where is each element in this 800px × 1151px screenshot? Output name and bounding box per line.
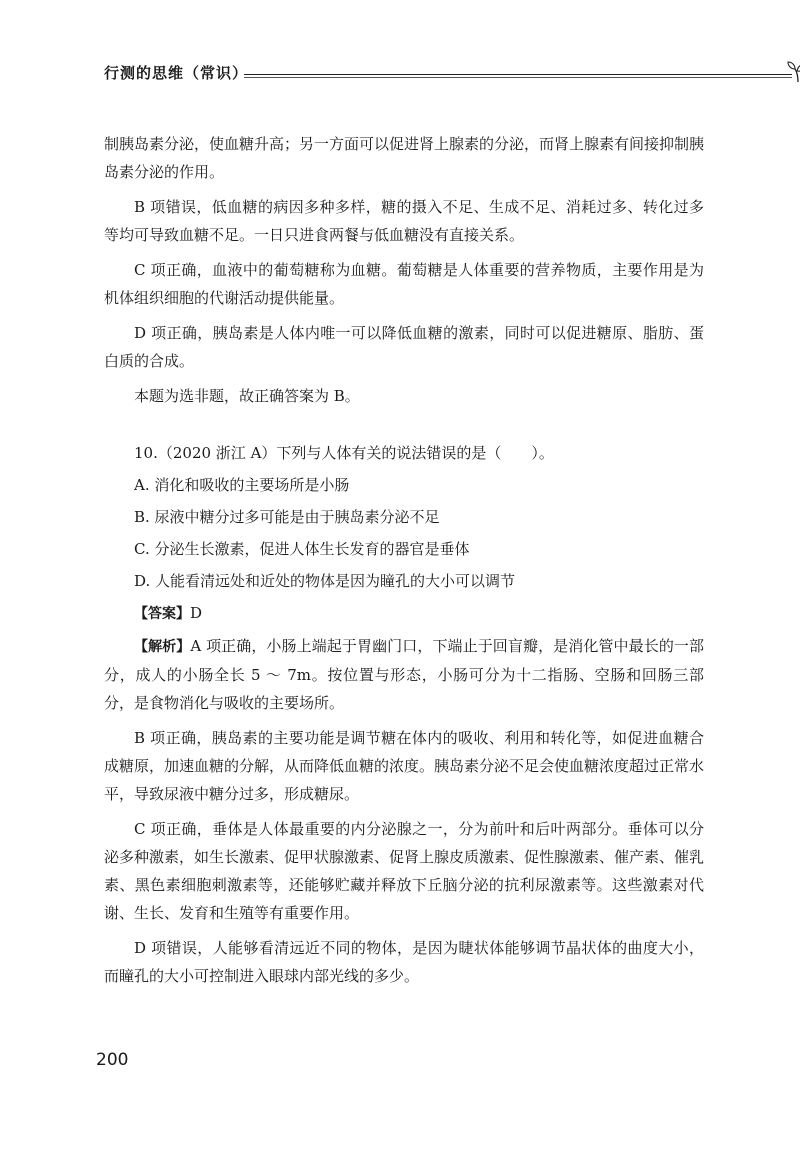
question-option: B. 尿液中糖分过多可能是由于胰岛素分泌不足 — [134, 508, 440, 526]
answer-line — [104, 599, 704, 628]
sprout-icon — [786, 60, 800, 82]
analysis-option-a — [104, 632, 704, 717]
answer-label: 【答案】 — [134, 606, 190, 622]
analysis-option-d: D 项错误，人能够看清远近不同的物体，是因为睫状体能够调节晶状体的曲度大小，而瞳孔的大小可控制进入眼球内部光线的多少。 — [104, 939, 704, 985]
answer-value: D — [190, 604, 203, 622]
page-number: 200 — [96, 1050, 129, 1070]
paragraph-option-d: D 项正确，胰岛素是人体内唯一可以降低血糖的激素，同时可以促进糖原、脂肪、蛋白质的合成。 — [104, 324, 704, 370]
analysis-option-c: C 项正确，垂体是人体最重要的内分泌腺之一，分为前叶和后叶两部分。垂体可以分泌多种激素，如生长激素、促甲状腺激素、促肾上腺皮质激素、促性腺激素、催产素、催乳素、黑色素细胞刺激素等，还能够贮藏并释放下丘脑分泌的抗利尿激素等。这些激素对代谢、生长、发育和生殖等有重要作用。 — [104, 820, 705, 922]
paragraph-option-b: B 项错误，低血糖的病因多种多样，糖的摄入不足、生成不足、消耗过多、转化过多等均可导致血糖不足。一日只进食两餐与低血糖没有直接关系。 — [104, 198, 704, 244]
paragraph-option-c: C 项正确，血液中的葡萄糖称为血糖。葡萄糖是人体重要的营养物质，主要作用是为机体组织细胞的代谢活动提供能量。 — [104, 261, 704, 307]
question-option: D. 人能看清远处和近处的物体是因为瞳孔的大小可以调节 — [134, 572, 516, 590]
analysis-a-text: A 项正确，小肠上端起于胃幽门口，下端止于回盲瓣，是消化管中最长的一部分，成人的小肠全长 5 ～ 7m。按位置与形态，小肠可分为十二指肠、空肠和回肠三部分，是食物消化与吸收的主要场所。 — [104, 637, 705, 712]
analysis-label: 【解析】 — [134, 639, 191, 655]
page-content — [104, 130, 704, 997]
analysis-option-b: B 项正确，胰岛素的主要功能是调节糖在体内的吸收、利用和转化等，如促进血糖合成糖原，加速血糖的分解，从而降低血糖的浓度。胰岛素分泌不足会使血糖浓度超过正常水平，导致尿液中糖分过多，形成糖尿。 — [104, 729, 705, 803]
paragraph-conclusion: 本题为选非题，故正确答案为 B。 — [134, 387, 360, 405]
paragraph-continuation: 制胰岛素分泌，使血糖升高；另一方面可以促进肾上腺素的分泌，而肾上腺素有间接抑制胰岛素分泌的作用。 — [104, 135, 705, 181]
question-stem: 10.（2020 浙江 A）下列与人体有关的说法错误的是（ ）。 — [134, 444, 554, 462]
running-header — [104, 60, 714, 90]
header-rule-thin — [244, 77, 792, 78]
section-gap — [104, 417, 704, 439]
header-rule — [244, 74, 792, 75]
question-option: A. 消化和吸收的主要场所是小肠 — [134, 476, 350, 494]
question-option: C. 分泌生长激素，促进人体生长发育的器官是垂体 — [134, 540, 470, 558]
header-title: 行测的思维（常识） — [104, 64, 249, 82]
